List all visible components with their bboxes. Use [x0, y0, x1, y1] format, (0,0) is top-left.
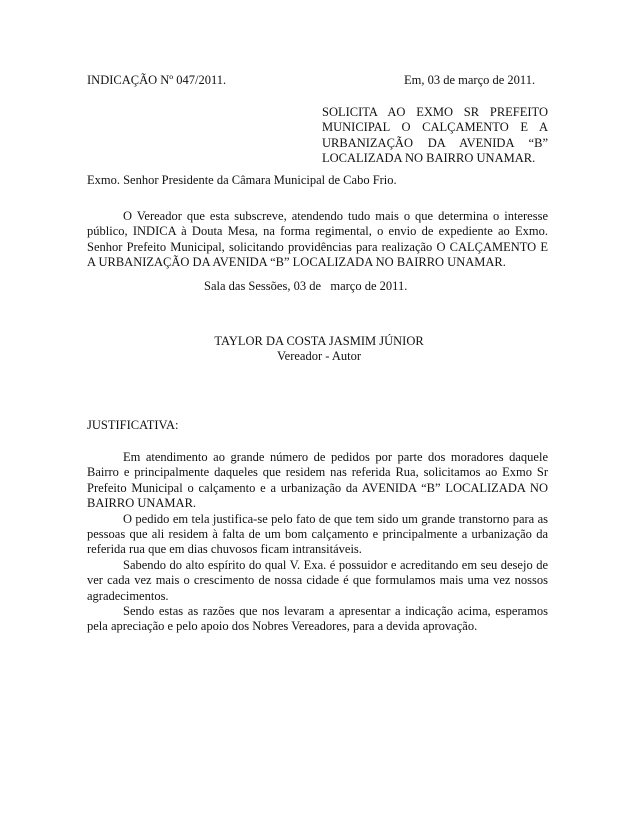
justification-line: BAIRRO UNAMAR. [87, 496, 197, 511]
justification-body [87, 450, 548, 635]
ementa [322, 105, 548, 167]
ementa-line: MUNICIPAL O CALÇAMENTO E A [322, 120, 548, 135]
justification-line: O pedido em tela justifica-se pelo fato de que tem sido um grande transtorno para as [123, 511, 548, 526]
session-place-date: Sala das Sessões, 03 de março de 2011. [204, 279, 408, 293]
justification-line: Sabendo do alto espírito do qual V. Exa. é possuidor e acreditando em seu desejo de [123, 557, 548, 572]
justification-line: Bairro e principalmente daqueles que residem nas referida Rua, solicitamos ao Exmo Sr [87, 465, 548, 480]
justification-line: referida rua que em dias chuvosos ficam intransitáveis. [87, 542, 362, 557]
body-line: público, INDICA à Douta Mesa, na forma regimental, o envio de expediente ao Exmo. [87, 224, 548, 239]
signatory-role: Vereador - Autor [277, 349, 361, 363]
ementa-line: URBANIZAÇÃO DA AVENIDA “B” [322, 135, 548, 150]
body-line: A URBANIZAÇÃO DA AVENIDA “B” LOCALIZADA NO BAIRRO UNAMAR. [87, 255, 506, 270]
justification-line: Sendo estas as razões que nos levaram a apresentar a indicação acima, esperamos [123, 604, 548, 619]
signatory-name: TAYLOR DA COSTA JASMIM JÚNIOR [214, 334, 424, 348]
ementa-line: LOCALIZADA NO BAIRRO UNAMAR. [322, 151, 536, 166]
justification-line: pela apreciação e pelo apoio dos Nobres Vereadores, para a devida aprovação. [87, 619, 478, 634]
body-line: Senhor Prefeito Municipal, solicitando providências para realização O CALÇAMENTO E [87, 239, 548, 254]
indication-body [87, 209, 548, 271]
justification-line: pessoas que ali residem à falta de um bom calçamento e principalmente a urbanização da [87, 527, 548, 542]
ementa-line: SOLICITA AO EXMO SR PREFEITO [322, 105, 548, 119]
addressee: Exmo. Senhor Presidente da Câmara Municipal de Cabo Frio. [87, 173, 397, 187]
justification-line: agradecimentos. [87, 588, 169, 603]
justification-title: JUSTIFICATIVA: [87, 418, 179, 432]
body-line: O Vereador que esta subscreve, atendendo tudo mais o que determina o interesse [123, 209, 548, 223]
justification-line: Em atendimento ao grande número de pedidos por parte dos moradores daquele [123, 450, 548, 464]
justification-line: Prefeito Municipal o calçamento e a urbanização da AVENIDA “B” LOCALIZADA NO [87, 480, 548, 495]
document-date: Em, 03 de março de 2011. [404, 73, 536, 87]
indication-number: INDICAÇÃO Nº 047/2011. [87, 73, 227, 87]
justification-line: ver cada vez mais o crescimento de nossa cidade é que formulamos mais uma vez nossos [87, 573, 548, 588]
